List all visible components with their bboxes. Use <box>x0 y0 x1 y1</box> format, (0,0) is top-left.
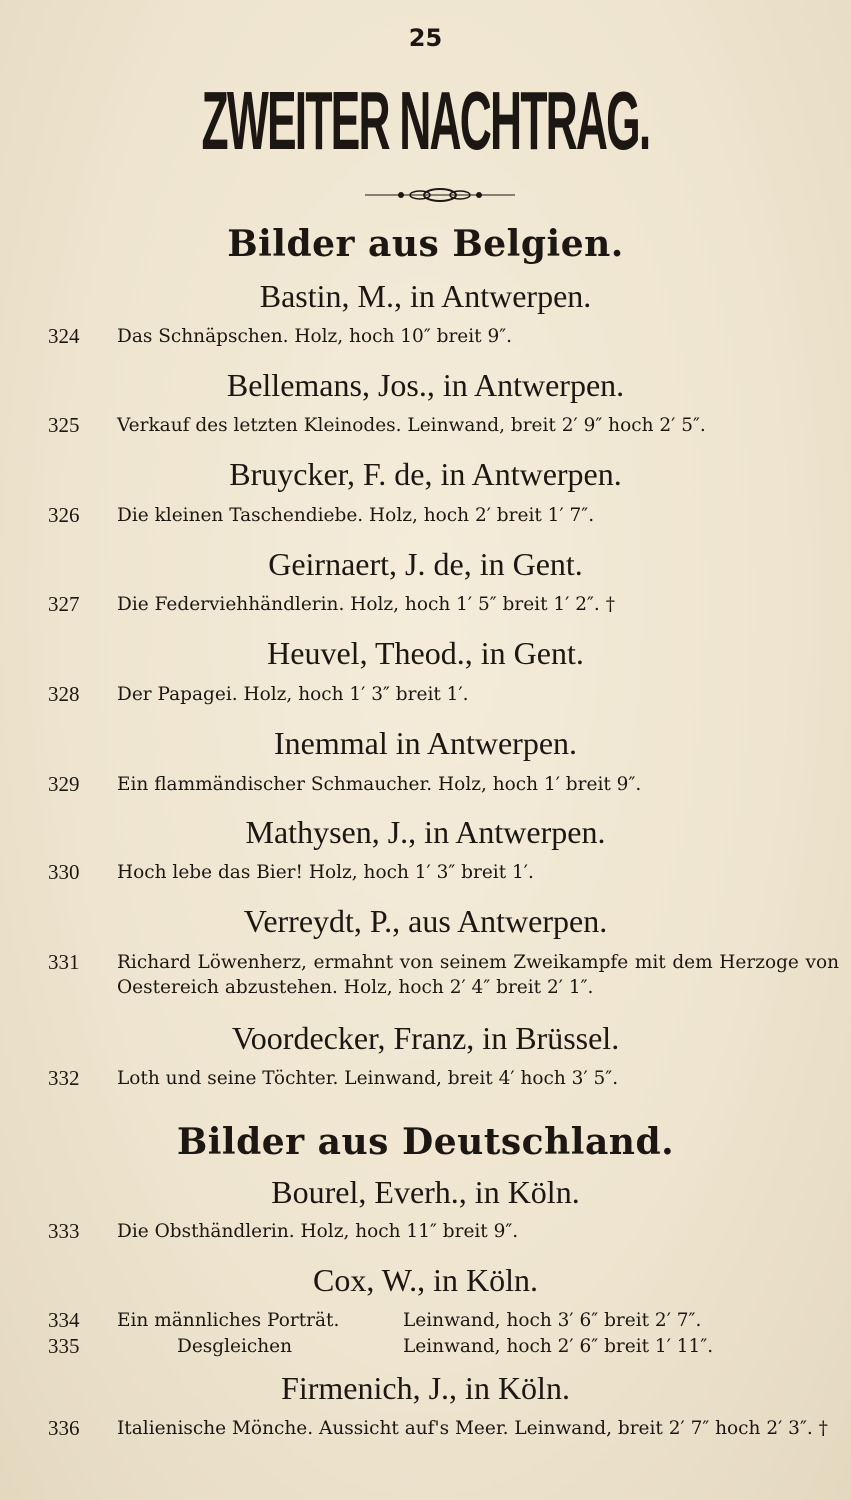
artist-heading: Geirnaert, J. de, in Gent. <box>268 546 583 582</box>
page-number: 25 <box>408 24 443 52</box>
entry-number: 326 <box>48 503 80 527</box>
entry-description: Italienische Mönche. Aussicht auf's Meer. Leinwand, breit 2′ 7″ hoch 2′ 3″. † <box>117 1418 828 1439</box>
artist-heading: Inemmal in Antwerpen. <box>273 725 578 761</box>
entry-description: Richard Löwenherz, ermahnt von seinem Zweikampfe mit dem Herzoge von Oestereich abzustehen. Holz, hoch 2′ 4″ breit 2′ 1″. <box>117 952 839 998</box>
entry-material: Leinwand, hoch 3′ 6″ breit 2′ 7″. <box>403 1310 702 1331</box>
artist-heading: Mathysen, J., in Antwerpen. <box>245 814 606 850</box>
entry-description: Der Papagei. Holz, hoch 1′ 3″ breit 1′. <box>117 684 469 705</box>
artist-heading: Verreydt, P., aus Antwerpen. <box>243 903 608 939</box>
entry-number: 324 <box>48 324 80 348</box>
entry-number: 328 <box>48 682 80 706</box>
entry-description: Ein männliches Porträt. <box>117 1310 340 1331</box>
artist-heading: Bourel, Everh., in Köln. <box>271 1174 580 1210</box>
section-title-belgien: Bilder aus Belgien. <box>227 223 624 265</box>
artist-heading: Bastin, M., in Antwerpen. <box>259 278 592 314</box>
entry-number: 336 <box>48 1416 80 1440</box>
entry-number: 329 <box>48 772 80 796</box>
entry-description: Ein flammändischer Schmaucher. Holz, hoch 1′ breit 9″. <box>117 774 642 795</box>
entry-number: 327 <box>48 592 80 616</box>
entry-description: Verkauf des letzten Kleinodes. Leinwand, breit 2′ 9″ hoch 2′ 5″. <box>117 415 706 436</box>
entry-description: Die Obsthändlerin. Holz, hoch 11″ breit 9″. <box>117 1221 519 1242</box>
artist-heading: Cox, W., in Köln. <box>313 1262 538 1298</box>
artist-heading: Voordecker, Franz, in Brüssel. <box>231 1020 620 1056</box>
entry-number: 325 <box>48 413 80 437</box>
entry-description: Hoch lebe das Bier! Holz, hoch 1′ 3″ breit 1′. <box>117 862 534 883</box>
entry-description: Loth und seine Töchter. Leinwand, breit 4′ hoch 3′ 5″. <box>117 1068 619 1089</box>
entry-description: Desgleichen <box>177 1336 293 1357</box>
entry-number: 334 <box>48 1308 80 1332</box>
entry-number: 332 <box>48 1066 80 1090</box>
entry-description: Die Federviehhändlerin. Holz, hoch 1′ 5″ breit 1′ 2″. † <box>117 594 615 615</box>
entry-material: Leinwand, hoch 2′ 6″ breit 1′ 11″. <box>403 1336 714 1357</box>
artist-heading: Bellemans, Jos., in Antwerpen. <box>226 367 625 403</box>
page-title: ZWEITER NACHTRAG. <box>201 73 650 167</box>
ornament-divider <box>365 185 515 205</box>
entry-description: Das Schnäpschen. Holz, hoch 10″ breit 9″. <box>117 326 513 347</box>
entry-number: 335 <box>48 1334 80 1358</box>
entry-description: Die kleinen Taschendiebe. Holz, hoch 2′ breit 1′ 7″. <box>117 505 595 526</box>
section-title-deutschland: Bilder aus Deutschland. <box>176 1121 675 1163</box>
entry-number: 333 <box>48 1219 80 1243</box>
entry-number: 331 <box>48 950 80 974</box>
entry-number: 330 <box>48 860 80 884</box>
artist-heading: Heuvel, Theod., in Gent. <box>267 635 584 671</box>
artist-heading: Bruycker, F. de, in Antwerpen. <box>229 456 622 492</box>
artist-heading: Firmenich, J., in Köln. <box>281 1370 570 1406</box>
